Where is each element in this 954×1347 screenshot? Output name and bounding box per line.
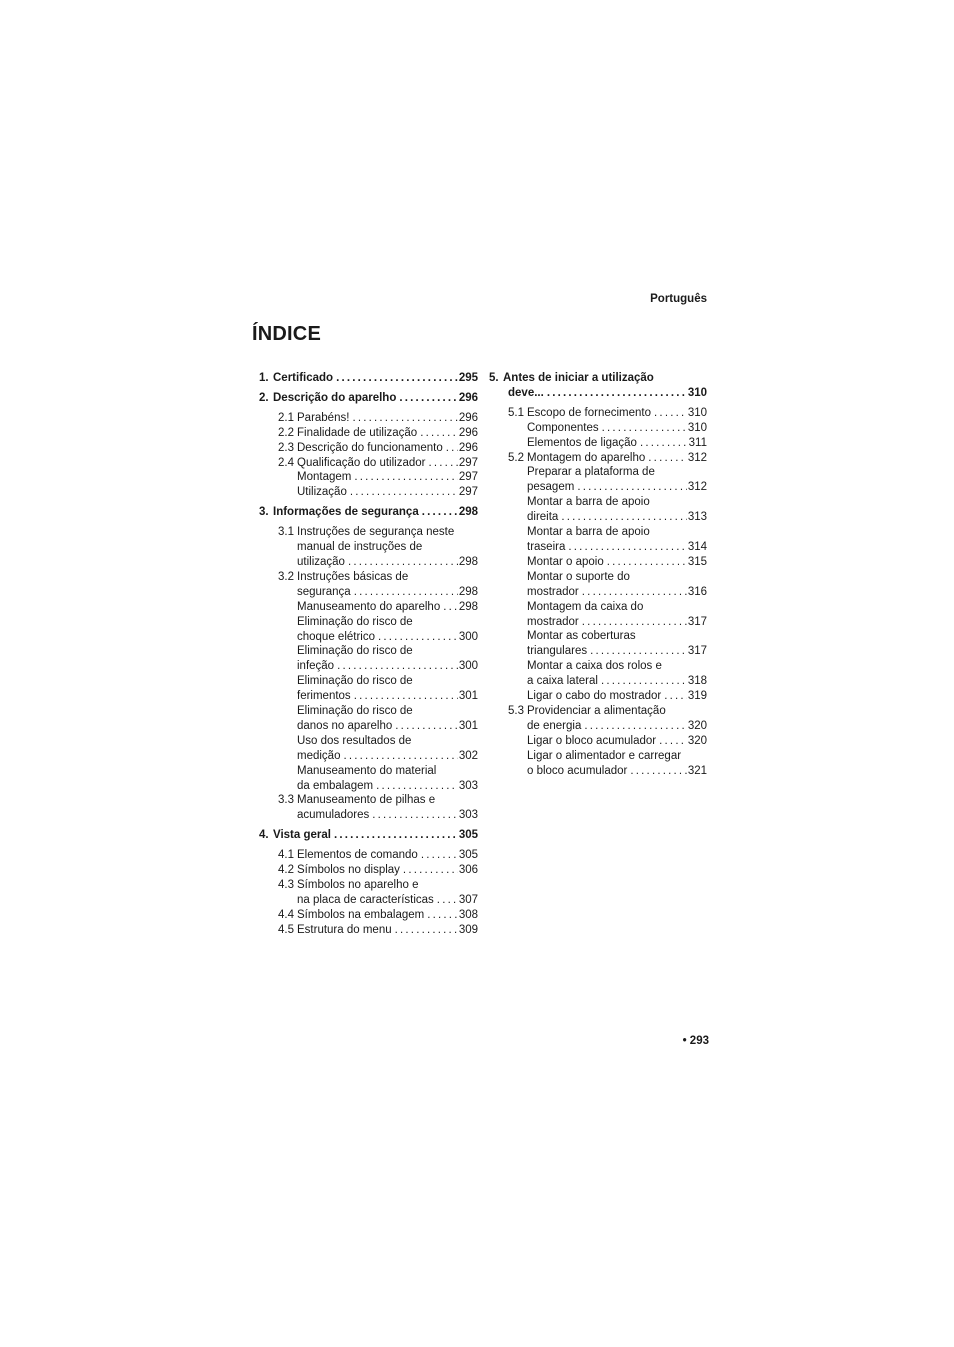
toc-item-danos-aparelho[interactable]: Eliminação do risco de danos no aparelho ..... 301 — [259, 704, 478, 734]
toc-item-barra-traseira[interactable]: Montar a barra de apoio traseira ..... 314 — [489, 525, 707, 555]
toc-left-column — [259, 371, 478, 938]
toc-item-3-3[interactable]: 3.3 Manuseamento de pilhas e acumuladores ..... 303 — [259, 793, 478, 823]
toc-item-ferimentos[interactable]: Eliminação do risco de ferimentos ..... 301 — [259, 674, 478, 704]
toc-item-infecao[interactable]: Eliminação do risco de infeção ..... 300 — [259, 644, 478, 674]
toc-section-4[interactable]: 4. Vista geral ..... 305 — [259, 828, 478, 843]
toc-item-barra-direita[interactable]: Montar a barra de apoio direita ..... 313 — [489, 495, 707, 525]
toc-item-caixa-rolos[interactable]: Montar a caixa dos rolos e a caixa lateral ..... 318 — [489, 659, 707, 689]
toc-item-coberturas-triangulares[interactable]: Montar as coberturas triangulares ..... 317 — [489, 629, 707, 659]
toc-item-plataforma-pesagem[interactable]: Preparar a plataforma de pesagem ..... 312 — [489, 465, 707, 495]
toc-item-manuseamento-aparelho[interactable]: Manuseamento do aparelho ..... 298 — [259, 600, 478, 615]
toc-item-suporte-mostrador[interactable]: Montar o suporte do mostrador ..... 316 — [489, 570, 707, 600]
toc-item-4-5[interactable]: 4.5 Estrutura do menu ..... 309 — [259, 923, 478, 938]
toc-item-5-3[interactable]: 5.3 Providenciar a alimentação de energia ..... 320 — [489, 704, 707, 734]
toc-item-4-3[interactable]: 4.3 Símbolos no aparelho e na placa de características ..... 307 — [259, 878, 478, 908]
toc-item-bloco-acumulador[interactable]: Ligar o bloco acumulador ..... 320 — [489, 734, 707, 749]
toc-section-2[interactable]: 2. Descrição do aparelho ..... 296 — [259, 391, 478, 406]
toc-section-1[interactable]: 1. Certificado ..... 295 — [259, 371, 478, 386]
toc-item-cabo-mostrador[interactable]: Ligar o cabo do mostrador ..... 319 — [489, 689, 707, 704]
page-title: ÍNDICE — [252, 323, 321, 345]
toc-item-material-embalagem[interactable]: Manuseamento do material da embalagem ..... 303 — [259, 764, 478, 794]
toc-item-componentes[interactable]: Componentes ..... 310 — [489, 421, 707, 436]
toc-section-3[interactable]: 3. Informações de segurança ..... 298 — [259, 505, 478, 520]
toc-item-2-4[interactable]: 2.4 Qualificação do utilizador ..... 297 — [259, 456, 478, 471]
toc-item-2-3[interactable]: 2.3 Descrição do funcionamento ..... 296 — [259, 441, 478, 456]
toc-item-2-1[interactable]: 2.1 Parabéns! ..... 296 — [259, 411, 478, 426]
toc-item-apoio[interactable]: Montar o apoio ..... 315 — [489, 555, 707, 570]
toc-item-caixa-mostrador[interactable]: Montagem da caixa do mostrador ..... 317 — [489, 600, 707, 630]
toc-item-choque-eletrico[interactable]: Eliminação do risco de choque elétrico ..... 300 — [259, 615, 478, 645]
toc-item-3-1[interactable]: 3.1 Instruções de segurança neste manual de instruções de utilização ..... 298 — [259, 525, 478, 570]
toc-item-4-4[interactable]: 4.4 Símbolos na embalagem ..... 308 — [259, 908, 478, 923]
page-number: • 293 — [682, 1035, 709, 1047]
toc-item-4-1[interactable]: 4.1 Elementos de comando ..... 305 — [259, 848, 478, 863]
toc-item-resultados-medicao[interactable]: Uso dos resultados de medição ..... 302 — [259, 734, 478, 764]
toc-item-4-2[interactable]: 4.2 Símbolos no display ..... 306 — [259, 863, 478, 878]
toc-item-montagem[interactable]: Montagem ..... 297 — [259, 470, 478, 485]
toc-section-5[interactable]: 5. Antes de iniciar a utilização deve... ..... 310 — [489, 371, 707, 401]
toc-item-5-2[interactable]: 5.2 Montagem do aparelho ..... 312 — [489, 451, 707, 466]
toc-item-2-2[interactable]: 2.2 Finalidade de utilização ..... 296 — [259, 426, 478, 441]
toc-item-alimentador[interactable]: Ligar o alimentador e carregar o bloco acumulador ..... 321 — [489, 749, 707, 779]
language-label: Português — [650, 293, 707, 305]
toc-item-3-2[interactable]: 3.2 Instruções básicas de segurança ..... 298 — [259, 570, 478, 600]
toc-item-elementos-ligacao[interactable]: Elementos de ligação ..... 311 — [489, 436, 707, 451]
toc-item-utilizacao[interactable]: Utilização ..... 297 — [259, 485, 478, 500]
toc-right-column — [489, 371, 707, 778]
toc-item-5-1[interactable]: 5.1 Escopo de fornecimento ..... 310 — [489, 406, 707, 421]
